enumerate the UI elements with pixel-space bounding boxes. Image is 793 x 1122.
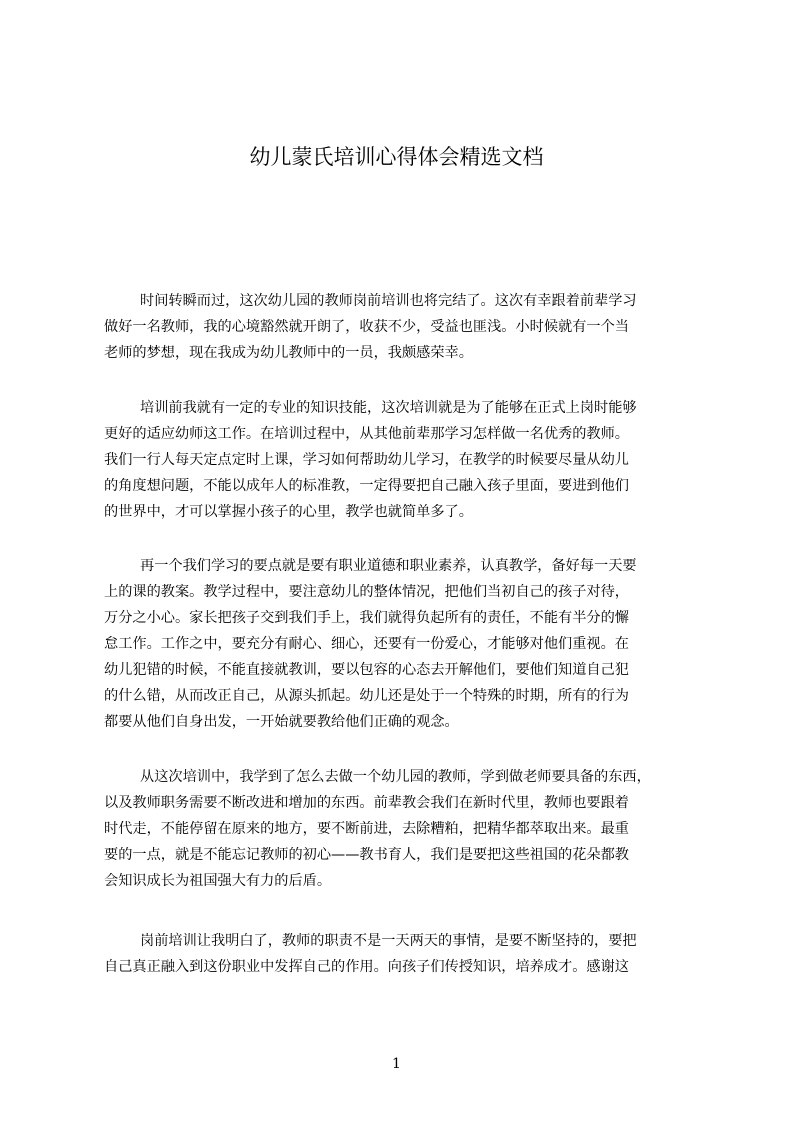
- paragraph-line: 的世界中，才可以掌握小孩子的心里，教学也就简单多了。: [104, 504, 473, 520]
- paragraph-4: [104, 764, 700, 894]
- paragraph-1: [104, 288, 700, 366]
- page-number: 1: [392, 1056, 401, 1072]
- paragraph-line: 都要从他们自身出发，一开始就要教给他们正确的观念。: [104, 714, 459, 730]
- paragraph-3: [104, 553, 700, 735]
- paragraph-line: 从这次培训中，我学到了怎么去做一个幼儿园的教师，学到做老师要具备的东西，: [140, 769, 651, 785]
- paragraph-line: 会知识成长为祖国强大有力的后盾。: [104, 873, 332, 889]
- paragraph-line: 自己真正融入到这份职业中发挥自己的作用。向孩子们传授知识，培养成才。感谢这: [104, 959, 629, 975]
- paragraph-line: 时代走，不能停留在原来的地方，要不断前进，去除糟粕，把精华都萃取出来。最重: [104, 821, 629, 837]
- paragraph-2: [104, 395, 700, 525]
- paragraph-line: 幼儿犯错的时候，不能直接就教训，要以包容的心态去开解他们，要他们知道自己犯: [104, 662, 629, 678]
- paragraph-line: 以及教师职务需要不断改进和增加的东西。前辈教会我们在新时代里，教师也要跟着: [104, 795, 629, 811]
- paragraph-line: 时间转瞬而过，这次幼儿园的教师岗前培训也将完结了。这次有幸跟着前辈学习: [140, 293, 637, 309]
- paragraph-line: 培训前我就有一定的专业的知识技能，这次培训就是为了能够在正式上岗时能够: [140, 400, 637, 416]
- paragraph-line: 万分之小心。家长把孩子交到我们手上，我们就得负起所有的责任，不能有半分的懈: [104, 610, 629, 626]
- paragraph-line: 要的一点，就是不能忘记教师的初心——教书育人，我们是要把这些祖国的花朵都教: [104, 847, 629, 863]
- paragraph-line: 我们一行人每天定点定时上课，学习如何帮助幼儿学习，在教学的时候要尽量从幼儿: [104, 452, 629, 468]
- paragraph-line: 怠工作。工作之中，要充分有耐心、细心，还要有一份爱心，才能够对他们重视。在: [104, 636, 629, 652]
- paragraph-line: 上的课的教案。教学过程中，要注意幼儿的整体情况，把他们当初自己的孩子对待，: [104, 584, 629, 600]
- paragraph-line: 再一个我们学习的要点就是要有职业道德和职业素养，认真教学，备好每一天要: [140, 558, 637, 574]
- paragraph-line: 岗前培训让我明白了，教师的职责不是一天两天的事情，是要不断坚持的，要把: [140, 933, 637, 949]
- paragraph-line: 的什么错，从而改正自己，从源头抓起。幼儿还是处于一个特殊的时期，所有的行为: [104, 688, 629, 704]
- paragraph-line: 做好一名教师，我的心境豁然就开朗了，收获不少，受益也匪浅。小时候就有一个当: [104, 319, 629, 335]
- paragraph-line: 的角度想问题，不能以成年人的标准教，一定得要把自己融入孩子里面，要进到他们: [104, 478, 629, 494]
- document-title: 幼儿蒙氏培训心得体会精选文档: [249, 145, 544, 169]
- paragraph-line: 更好的适应幼师这工作。在培训过程中，从其他前辈那学习怎样做一名优秀的教师。: [104, 426, 629, 442]
- paragraph-line: 老师的梦想，现在我成为幼儿教师中的一员，我颇感荣幸。: [104, 345, 473, 361]
- paragraph-5: [104, 928, 700, 980]
